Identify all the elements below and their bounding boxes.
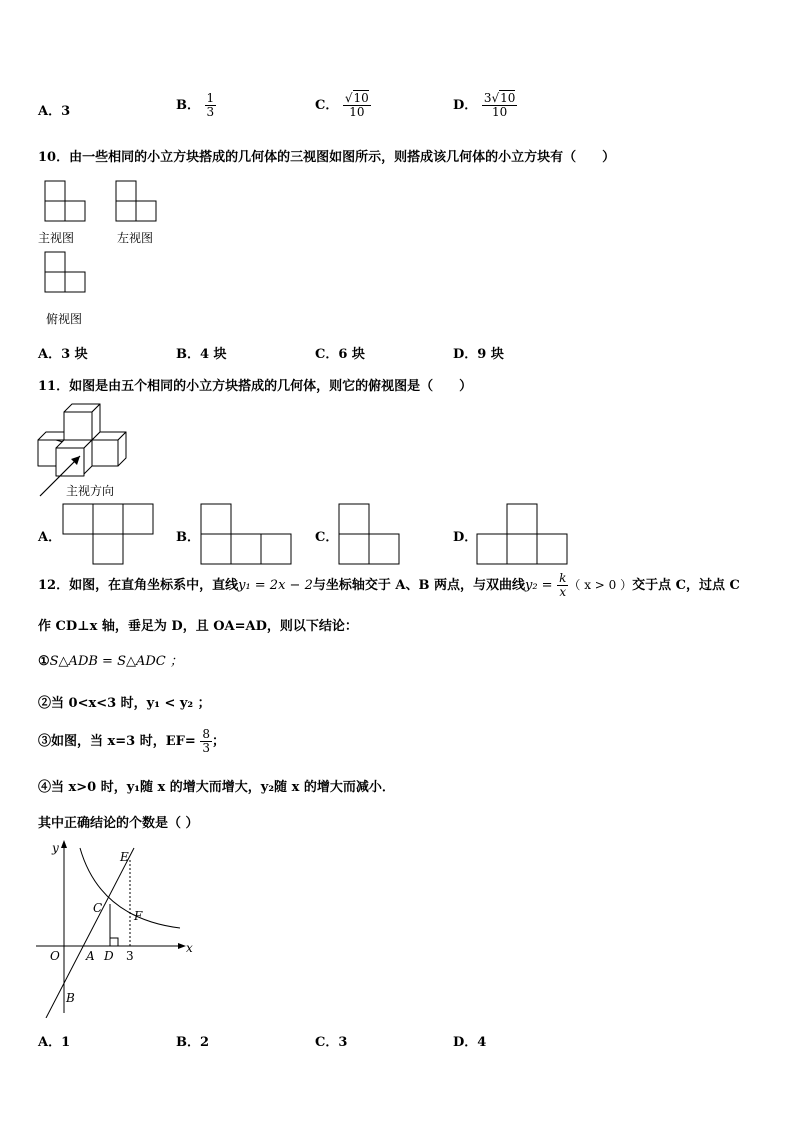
top-view-label: 俯视图 [46, 312, 83, 326]
front-view-label: 主视图 [38, 231, 75, 245]
conclusion-number: ① [38, 654, 50, 669]
q10-option-c: C．6 块 [315, 347, 365, 362]
option-letter: C． [315, 98, 339, 114]
q12-option-d: D．4 [453, 1035, 487, 1050]
q9-option-c [315, 92, 371, 119]
q11-option-d-letter: D． [453, 530, 478, 545]
q12-conclusion-1 [38, 650, 183, 669]
label-y: y [52, 841, 59, 855]
conclusion-text: ③如图，当 x=3 时，EF= [38, 734, 196, 750]
coefficient: 3 [483, 91, 492, 105]
label-b: B [66, 991, 75, 1005]
numerator: 1 [206, 91, 215, 105]
q11-option-c-figure [338, 503, 400, 565]
numerator: 8 [202, 727, 210, 741]
q12-question: 其中正确结论的个数是（ ） [38, 816, 199, 831]
conclusion-formula: S△ADB = S△ADC ； [49, 654, 183, 669]
q12-conclusion-3 [38, 728, 225, 755]
fraction [205, 92, 217, 119]
q11-option-b-letter: B． [176, 530, 200, 545]
numerator: √10 [344, 91, 369, 105]
q12-option-a: A．1 [38, 1035, 71, 1050]
denominator: 10 [491, 105, 508, 120]
numerator: k [559, 570, 567, 585]
option-text: 3 [61, 104, 71, 119]
label-x: x [186, 941, 193, 955]
numerator: 3√10 [483, 91, 516, 105]
q12-conclusion-2: ②当 0<x<3 时，y₁ < y₂ ； [38, 696, 211, 711]
x-arrow-icon [178, 943, 186, 949]
q12-option-c: C．3 [315, 1035, 348, 1050]
q9-option-a [38, 100, 70, 119]
denominator: 3 [206, 105, 215, 120]
left-view-label: 左视图 [117, 231, 154, 245]
label-o: O [50, 949, 60, 963]
q9-option-d [453, 92, 517, 119]
y-arrow-icon [61, 840, 67, 848]
fraction [482, 92, 518, 119]
view-direction-label: 主视方向 [66, 484, 115, 498]
hyperbola-condition: （ x > 0 ） [568, 578, 633, 592]
denominator: 3 [202, 741, 210, 756]
q12-stem-line2: 作 CD⊥x 轴，垂足为 D，且 OA=AD，则以下结论： [38, 619, 358, 634]
label-a: A [86, 949, 95, 963]
radicand: 10 [353, 91, 369, 105]
label-3: 3 [126, 949, 134, 963]
stem-text: 与坐标轴交于 A、B 两点，与双曲线 [312, 578, 525, 593]
q10-stem: 10．由一些相同的小立方块搭成的几何体的三视图如图所示，则搭成该几何体的小立方块有（ ） [38, 150, 616, 165]
stem-text: 交于点 C，过点 C [632, 578, 740, 593]
q12-stem-line1 [38, 568, 740, 603]
q11-stem: 11．如图是由五个相同的小立方块搭成的几何体，则它的俯视图是（ ） [38, 379, 473, 394]
top-view-figure [44, 251, 88, 295]
conclusion-end: ； [211, 734, 225, 750]
label-e: E [120, 850, 129, 864]
line-equation: y₁ = 2x − 2 [238, 578, 313, 593]
denominator: 10 [349, 105, 365, 120]
label-c: C [93, 901, 103, 915]
hyperbola-lhs: y₂ = [524, 578, 553, 593]
q10-option-d: D．9 块 [453, 347, 504, 362]
q12-graph [30, 838, 200, 1018]
hyperbola-fraction [557, 572, 568, 599]
option-letter: B． [176, 98, 200, 114]
fraction [343, 92, 371, 119]
left-view-figure [115, 180, 159, 224]
q10-option-a: A．3 块 [38, 347, 88, 362]
q10-option-b: B．4 块 [176, 347, 227, 362]
label-d: D [104, 949, 114, 963]
q11-option-a-figure [62, 503, 154, 565]
front-view-figure [44, 180, 88, 224]
q11-option-a-letter: A． [38, 530, 62, 545]
stem-text: 12．如图，在直角坐标系中，直线 [38, 578, 239, 593]
q11-option-b-figure [200, 503, 292, 565]
q11-option-d-figure [476, 503, 568, 565]
option-letter: D． [453, 98, 478, 114]
q11-option-c-letter: C． [315, 530, 339, 545]
label-f: F [134, 909, 143, 923]
q9-option-b [176, 92, 216, 119]
fraction [200, 728, 212, 755]
right-angle-mark [110, 938, 118, 946]
option-letter: A． [38, 104, 62, 119]
q12-option-b: B．2 [176, 1035, 210, 1050]
denominator: x [559, 585, 567, 599]
radicand: 10 [500, 91, 516, 105]
q12-conclusion-4: ④当 x>0 时，y₁随 x 的增大而增大，y₂随 x 的增大而减小． [38, 780, 395, 795]
